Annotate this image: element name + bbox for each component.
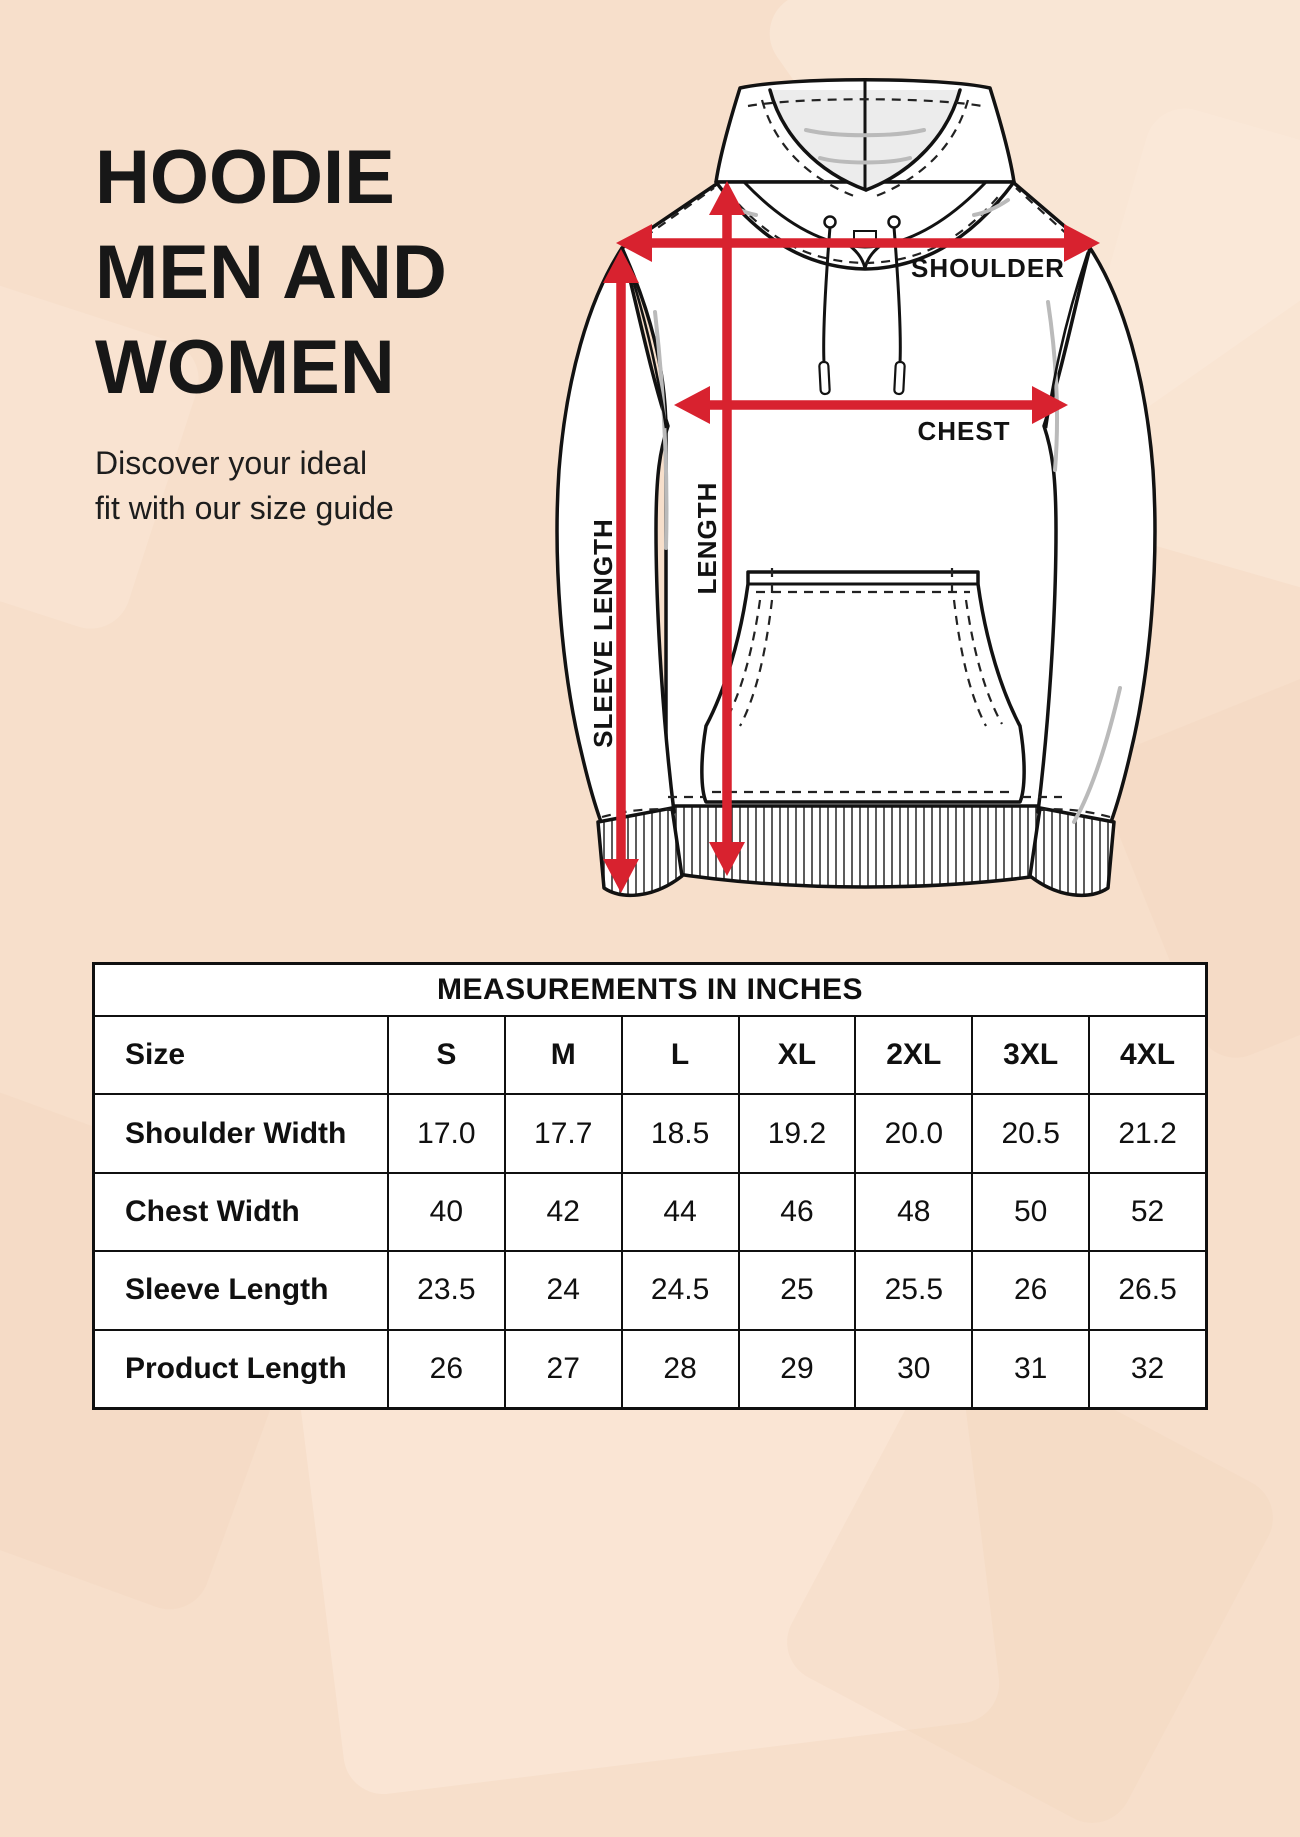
size-table <box>92 962 1208 1410</box>
page-subtitle <box>95 441 447 531</box>
sleeve-length-label: SLEEVE LENGTH <box>588 518 618 748</box>
right-grommet <box>889 217 900 228</box>
value-cell: 26 <box>971 1250 1088 1328</box>
value-cell: 18.5 <box>621 1093 738 1171</box>
page-title-line: MEN AND <box>95 230 447 315</box>
value-cell: 20.5 <box>971 1093 1088 1171</box>
row-label-cell: Sleeve Length <box>95 1250 387 1328</box>
page-title-line: HOODIE <box>95 135 395 220</box>
left-cuff <box>598 808 682 895</box>
value-cell: 24.5 <box>621 1250 738 1328</box>
row-label-cell: Chest Width <box>95 1172 387 1250</box>
value-cell: 50 <box>971 1172 1088 1250</box>
page-subtitle-line: Discover your ideal <box>95 445 368 481</box>
value-cell: 30 <box>854 1329 971 1407</box>
column-header-cell: L <box>621 1015 738 1093</box>
column-header-cell: 2XL <box>854 1015 971 1093</box>
row-label-cell: Shoulder Width <box>95 1093 387 1171</box>
kangaroo-pocket <box>702 572 1024 802</box>
value-cell: 46 <box>738 1172 855 1250</box>
value-cell: 29 <box>738 1329 855 1407</box>
value-cell: 25.5 <box>854 1250 971 1328</box>
value-cell: 26.5 <box>1088 1250 1205 1328</box>
left-grommet <box>825 217 836 228</box>
value-cell: 48 <box>854 1172 971 1250</box>
page-title-line: WOMEN <box>95 325 395 410</box>
value-cell: 24 <box>504 1250 621 1328</box>
page-subtitle-line: fit with our size guide <box>95 490 394 526</box>
shoulder-label: SHOULDER <box>911 253 1065 283</box>
right-cuff <box>1030 808 1114 895</box>
right-aglet <box>894 362 905 394</box>
value-cell: 32 <box>1088 1329 1205 1407</box>
value-cell: 19.2 <box>738 1093 855 1171</box>
page-title <box>95 130 447 415</box>
value-cell: 23.5 <box>387 1250 504 1328</box>
value-cell: 42 <box>504 1172 621 1250</box>
chest-label: CHEST <box>917 416 1011 446</box>
intro-block <box>95 130 447 531</box>
value-cell: 40 <box>387 1172 504 1250</box>
value-cell: 21.2 <box>1088 1093 1205 1171</box>
value-cell: 20.0 <box>854 1093 971 1171</box>
size-table-title: MEASUREMENTS IN INCHES <box>436 973 864 1006</box>
row-label-cell: Product Length <box>95 1329 387 1407</box>
value-cell: 52 <box>1088 1172 1205 1250</box>
column-header-cell: S <box>387 1015 504 1093</box>
column-header-cell: XL <box>738 1015 855 1093</box>
value-cell: 17.0 <box>387 1093 504 1171</box>
column-header-cell: 4XL <box>1088 1015 1205 1093</box>
size-table-grid <box>95 1015 1205 1407</box>
value-cell: 44 <box>621 1172 738 1250</box>
value-cell: 28 <box>621 1329 738 1407</box>
value-cell: 31 <box>971 1329 1088 1407</box>
length-label: LENGTH <box>692 481 722 595</box>
left-aglet <box>819 362 830 394</box>
value-cell: 17.7 <box>504 1093 621 1171</box>
column-header-cell: M <box>504 1015 621 1093</box>
value-cell: 26 <box>387 1329 504 1407</box>
column-header-cell: 3XL <box>971 1015 1088 1093</box>
value-cell: 27 <box>504 1329 621 1407</box>
size-column-header: Size <box>95 1015 387 1093</box>
value-cell: 25 <box>738 1250 855 1328</box>
